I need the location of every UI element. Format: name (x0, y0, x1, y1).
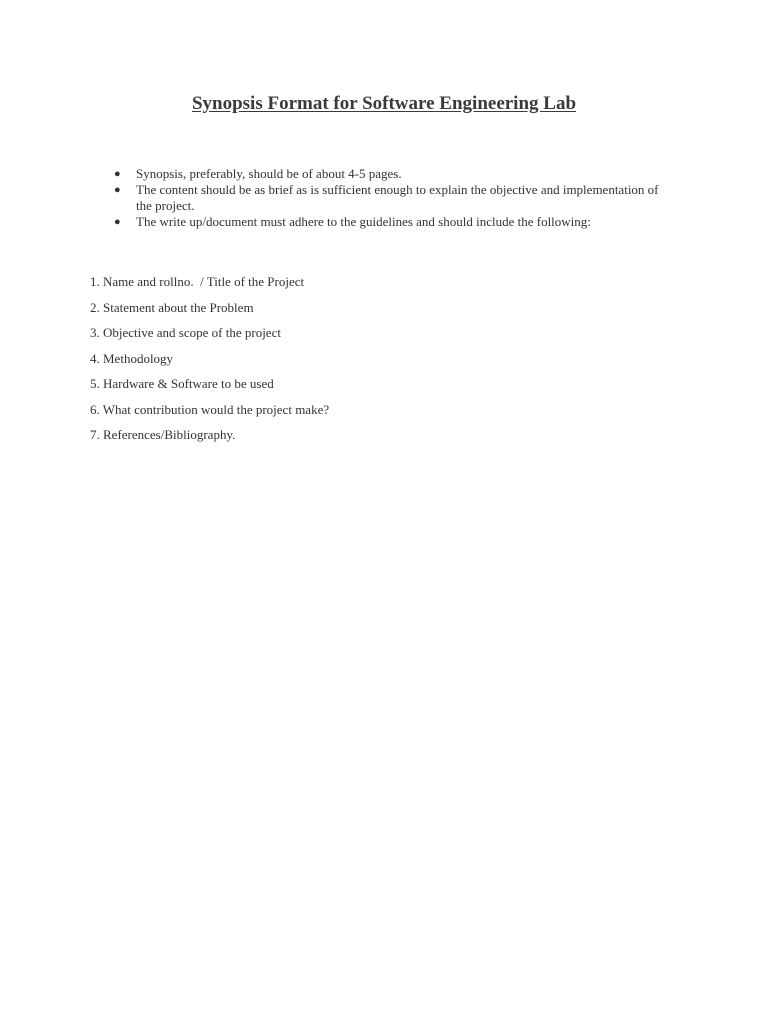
bullet-text: Synopsis, preferably, should be of about 4-5 pages. (136, 166, 402, 181)
section-item: 1. Name and rollno. / Title of the Project (90, 274, 305, 289)
bullet-text: The content should be as brief as is sufficient enough to explain the objective and implementation of the project. (136, 182, 659, 213)
section-item: 3. Objective and scope of the project (90, 325, 281, 340)
bullet-item (114, 182, 676, 214)
bullet-item (114, 166, 676, 182)
bullet-item (114, 214, 676, 230)
bullet-icon: ● (114, 184, 121, 196)
bullet-icon: ● (114, 216, 121, 228)
page-title: Synopsis Format for Software Engineering Lab (191, 93, 577, 114)
bullet-icon: ● (114, 168, 121, 180)
section-item: 4. Methodology (90, 350, 174, 366)
section-item: 2. Statement about the Problem (90, 299, 254, 315)
section-item: 7. References/Bibliography. (90, 427, 236, 442)
section-list (90, 273, 610, 452)
bullet-text: The write up/document must adhere to the guidelines and should include the following: (136, 214, 591, 229)
guideline-bullet-list (114, 166, 676, 230)
section-item: 5. Hardware & Software to be used (90, 376, 274, 391)
section-item: 6. What contribution would the project make? (90, 401, 330, 417)
